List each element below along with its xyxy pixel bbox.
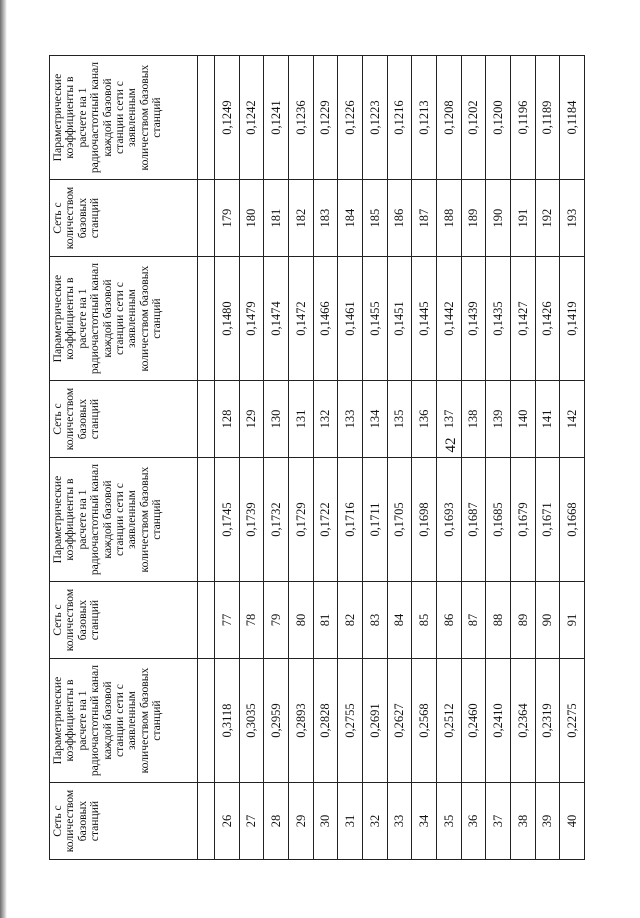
coefficient-cell: 0,1241 — [264, 56, 289, 180]
table-row — [560, 56, 585, 860]
header-network-count: Сеть с количеством базовых станций — [50, 582, 198, 659]
empty-cell — [198, 458, 215, 582]
rotated-table-wrapper — [49, 55, 585, 860]
coefficient-cell: 0,1679 — [510, 458, 535, 582]
coefficient-cell: 0,1236 — [288, 56, 313, 180]
network-count-cell: 191 — [510, 180, 535, 257]
table-row — [412, 56, 437, 860]
coefficient-cell: 0,3035 — [239, 659, 264, 783]
coefficient-cell: 0,1722 — [313, 458, 338, 582]
scan-edge-shadow — [0, 0, 7, 918]
table-row — [288, 56, 313, 860]
network-count-cell: 185 — [362, 180, 387, 257]
coefficient-cell: 0,2627 — [387, 659, 412, 783]
network-count-cell: 36 — [461, 783, 486, 860]
network-count-cell: 79 — [264, 582, 289, 659]
network-count-cell: 134 — [362, 381, 387, 458]
network-count-cell: 33 — [387, 783, 412, 860]
coefficient-cell: 0,2893 — [288, 659, 313, 783]
network-count-cell: 88 — [486, 582, 511, 659]
coefficient-cell: 0,2959 — [264, 659, 289, 783]
network-count-cell: 77 — [215, 582, 240, 659]
network-count-cell: 128 — [215, 381, 240, 458]
coefficient-cell: 0,1442 — [436, 257, 461, 381]
network-count-cell: 86 — [436, 582, 461, 659]
network-count-cell: 30 — [313, 783, 338, 860]
coefficient-cell: 0,1229 — [313, 56, 338, 180]
network-count-cell: 81 — [313, 582, 338, 659]
network-count-cell: 84 — [387, 582, 412, 659]
coefficient-cell: 0,3118 — [215, 659, 240, 783]
table-row — [387, 56, 412, 860]
network-count-cell: 27 — [239, 783, 264, 860]
table-row — [436, 56, 461, 860]
coefficient-cell: 0,1216 — [387, 56, 412, 180]
coefficient-cell: 0,1427 — [510, 257, 535, 381]
coefficient-cell: 0,2512 — [436, 659, 461, 783]
coefficient-cell: 0,1687 — [461, 458, 486, 582]
table-row — [239, 56, 264, 860]
network-count-cell: 183 — [313, 180, 338, 257]
coefficient-cell: 0,1202 — [461, 56, 486, 180]
coefficient-cell: 0,1226 — [338, 56, 363, 180]
network-count-cell: 34 — [412, 783, 437, 860]
network-count-cell: 139 — [486, 381, 511, 458]
coefficient-cell: 0,1729 — [288, 458, 313, 582]
network-count-cell: 136 — [412, 381, 437, 458]
table-body — [198, 56, 585, 860]
coefficient-cell: 0,1223 — [362, 56, 387, 180]
table-row — [264, 56, 289, 860]
network-count-cell: 138 — [461, 381, 486, 458]
empty-cell — [198, 659, 215, 783]
coefficient-cell: 0,1426 — [535, 257, 560, 381]
network-count-cell: 184 — [338, 180, 363, 257]
network-count-cell: 190 — [486, 180, 511, 257]
table-header-row — [50, 56, 198, 860]
coefficient-cell: 0,1213 — [412, 56, 437, 180]
coefficient-cell: 0,1466 — [313, 257, 338, 381]
coefficient-cell: 0,1739 — [239, 458, 264, 582]
network-count-cell: 28 — [264, 783, 289, 860]
network-count-cell: 38 — [510, 783, 535, 860]
network-count-cell: 40 — [560, 783, 585, 860]
table-row — [313, 56, 338, 860]
table-row — [215, 56, 240, 860]
table-row — [510, 56, 535, 860]
coefficient-cell: 0,1711 — [362, 458, 387, 582]
coefficient-cell: 0,2364 — [510, 659, 535, 783]
coefficient-cell: 0,1435 — [486, 257, 511, 381]
coefficient-cell: 0,1716 — [338, 458, 363, 582]
network-count-cell: 193 — [560, 180, 585, 257]
page-number: 42 — [443, 437, 459, 453]
empty-cell — [198, 783, 215, 860]
empty-cell — [198, 180, 215, 257]
network-count-cell: 141 — [535, 381, 560, 458]
coefficient-cell: 0,1184 — [560, 56, 585, 180]
coefficient-cell: 0,1196 — [510, 56, 535, 180]
coefficient-cell: 0,1419 — [560, 257, 585, 381]
network-count-cell: 90 — [535, 582, 560, 659]
network-count-cell: 29 — [288, 783, 313, 860]
network-count-cell: 32 — [362, 783, 387, 860]
network-count-cell: 83 — [362, 582, 387, 659]
coefficient-cell: 0,2410 — [486, 659, 511, 783]
table-row — [535, 56, 560, 860]
coefficient-cell: 0,1732 — [264, 458, 289, 582]
coefficient-cell: 0,1451 — [387, 257, 412, 381]
table-row — [338, 56, 363, 860]
spacer-row — [198, 56, 215, 860]
table-row — [486, 56, 511, 860]
empty-cell — [198, 257, 215, 381]
header-network-count: Сеть с количеством базовых станций — [50, 180, 198, 257]
coefficient-cell: 0,1745 — [215, 458, 240, 582]
coefficient-cell: 0,2828 — [313, 659, 338, 783]
network-count-cell: 87 — [461, 582, 486, 659]
coefficient-cell: 0,1208 — [436, 56, 461, 180]
coefficient-cell: 0,2460 — [461, 659, 486, 783]
coefficient-cell: 0,1242 — [239, 56, 264, 180]
coefficient-cell: 0,1461 — [338, 257, 363, 381]
network-count-cell: 181 — [264, 180, 289, 257]
header-network-count: Сеть с количеством базовых станций — [50, 783, 198, 860]
coefficient-cell: 0,1439 — [461, 257, 486, 381]
coefficient-cell: 0,1698 — [412, 458, 437, 582]
empty-cell — [198, 381, 215, 458]
network-count-cell: 133 — [338, 381, 363, 458]
network-count-cell: 78 — [239, 582, 264, 659]
coefficient-cell: 0,1249 — [215, 56, 240, 180]
network-count-cell: 187 — [412, 180, 437, 257]
network-count-cell: 179 — [215, 180, 240, 257]
coefficient-cell: 0,1472 — [288, 257, 313, 381]
coefficient-cell: 0,1685 — [486, 458, 511, 582]
network-count-cell: 135 — [387, 381, 412, 458]
header-coefficient: Параметрические коэффициенты в расчете на 1 радиочастотный канал каждой базовой станции сети с заявленным количеством базовых станций — [50, 56, 198, 180]
network-count-cell: 130 — [264, 381, 289, 458]
coefficient-cell: 0,2691 — [362, 659, 387, 783]
network-count-cell: 182 — [288, 180, 313, 257]
coefficient-cell: 0,2275 — [560, 659, 585, 783]
network-count-cell: 137 — [436, 381, 461, 458]
coefficient-cell: 0,1455 — [362, 257, 387, 381]
coefficient-cell: 0,2319 — [535, 659, 560, 783]
coefficient-cell: 0,1671 — [535, 458, 560, 582]
network-count-cell: 140 — [510, 381, 535, 458]
network-count-cell: 142 — [560, 381, 585, 458]
coefficient-cell: 0,1480 — [215, 257, 240, 381]
header-network-count: Сеть с количеством базовых станций — [50, 381, 198, 458]
empty-cell — [198, 56, 215, 180]
coefficient-cell: 0,1479 — [239, 257, 264, 381]
network-count-cell: 180 — [239, 180, 264, 257]
coefficient-cell: 0,1693 — [436, 458, 461, 582]
network-count-cell: 131 — [288, 381, 313, 458]
network-count-cell: 129 — [239, 381, 264, 458]
coefficient-cell: 0,1474 — [264, 257, 289, 381]
header-coefficient: Параметрические коэффициенты в расчете на 1 радиочастотный канал каждой базовой станции сети с заявленным количеством базовых станций — [50, 257, 198, 381]
header-coefficient: Параметрические коэффициенты в расчете на 1 радиочастотный канал каждой базовой станции сети с заявленным количеством базовых станций — [50, 659, 198, 783]
network-count-cell: 189 — [461, 180, 486, 257]
network-count-cell: 80 — [288, 582, 313, 659]
coefficient-cell: 0,1200 — [486, 56, 511, 180]
coefficient-cell: 0,1668 — [560, 458, 585, 582]
network-count-cell: 82 — [338, 582, 363, 659]
empty-cell — [198, 582, 215, 659]
network-count-cell: 89 — [510, 582, 535, 659]
network-count-cell: 188 — [436, 180, 461, 257]
network-count-cell: 37 — [486, 783, 511, 860]
table-row — [362, 56, 387, 860]
coefficients-table — [49, 55, 585, 860]
coefficient-cell: 0,2568 — [412, 659, 437, 783]
coefficient-cell: 0,2755 — [338, 659, 363, 783]
network-count-cell: 85 — [412, 582, 437, 659]
network-count-cell: 91 — [560, 582, 585, 659]
network-count-cell: 186 — [387, 180, 412, 257]
network-count-cell: 132 — [313, 381, 338, 458]
network-count-cell: 26 — [215, 783, 240, 860]
network-count-cell: 192 — [535, 180, 560, 257]
table-row — [461, 56, 486, 860]
header-coefficient: Параметрические коэффициенты в расчете на 1 радиочастотный канал каждой базовой станции сети с заявленным количеством базовых станций — [50, 458, 198, 582]
network-count-cell: 31 — [338, 783, 363, 860]
coefficient-cell: 0,1705 — [387, 458, 412, 582]
network-count-cell: 35 — [436, 783, 461, 860]
coefficient-cell: 0,1189 — [535, 56, 560, 180]
coefficient-cell: 0,1445 — [412, 257, 437, 381]
network-count-cell: 39 — [535, 783, 560, 860]
